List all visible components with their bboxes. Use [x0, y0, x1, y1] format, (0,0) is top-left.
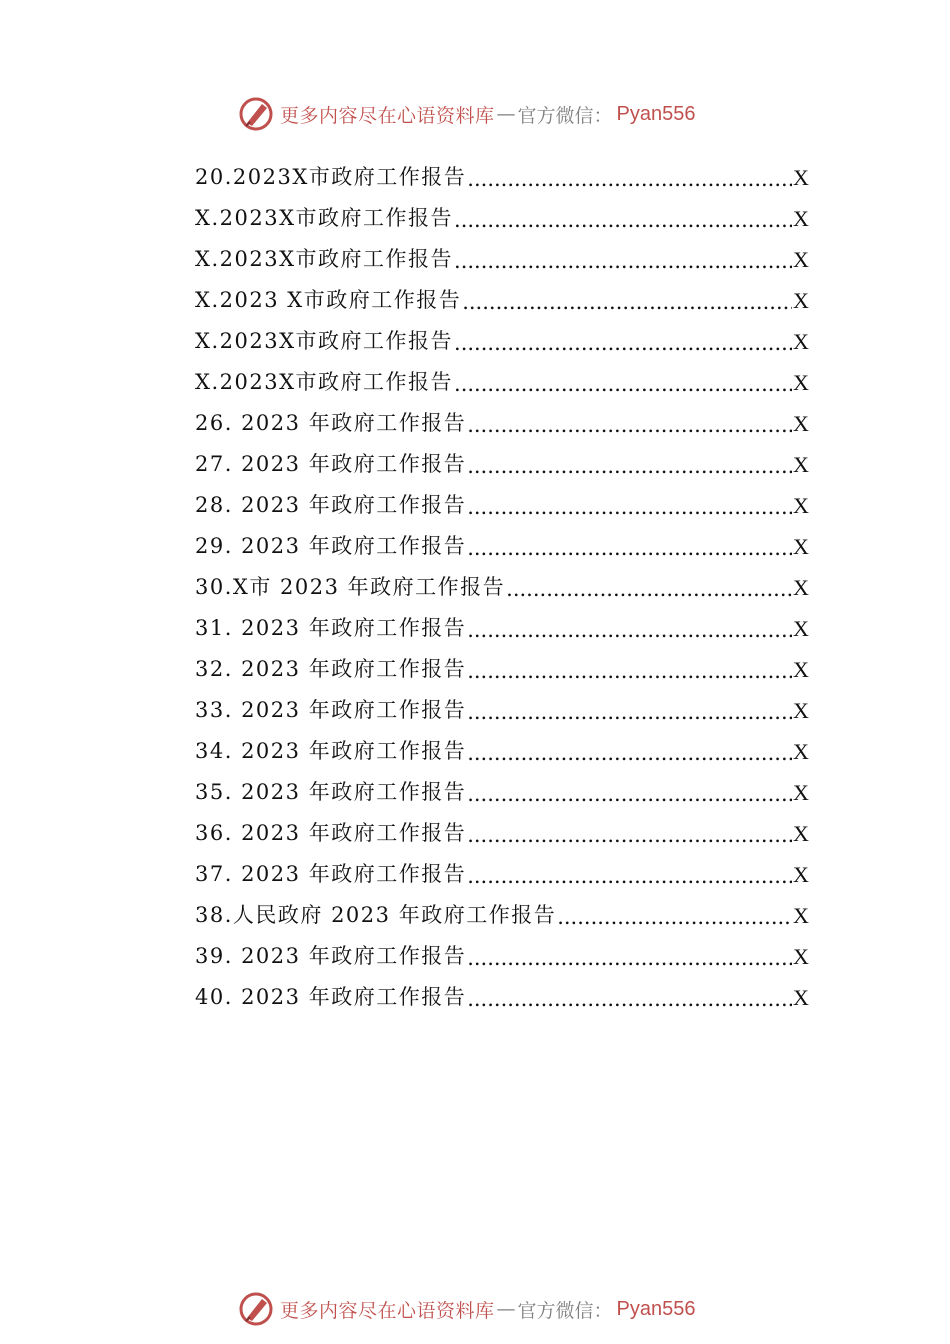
toc-leader-dots: [462, 290, 792, 314]
toc-leader-dots: [467, 987, 792, 1011]
toc-entry-title: 34. 2023 年政府工作报告: [195, 739, 467, 763]
banner-dash: —: [496, 1298, 516, 1320]
toc-page-number: X: [793, 698, 809, 723]
toc-entry[interactable]: [195, 888, 807, 929]
toc-entry-title: 30.X市 2023 年政府工作报告: [195, 575, 506, 599]
toc-entry-title: 26. 2023 年政府工作报告: [195, 411, 467, 435]
toc-leader-dots: [467, 536, 792, 560]
toc-entry[interactable]: [195, 191, 807, 232]
wechat-id: Pyan556: [616, 102, 696, 125]
toc-leader-dots: [467, 782, 792, 806]
toc-entry[interactable]: [195, 765, 807, 806]
banner-text: 更多内容尽在心语资料库: [280, 1299, 495, 1322]
toc-page-number: X: [793, 329, 809, 354]
toc-entry-title: 20.2023X市政府工作报告: [195, 165, 467, 189]
toc-leader-dots: [467, 167, 792, 191]
toc-page-number: X: [793, 288, 809, 313]
toc-page-number: X: [793, 575, 809, 600]
toc-entry[interactable]: [195, 150, 807, 191]
toc-leader-dots: [467, 700, 792, 724]
toc-leader-dots: [467, 495, 792, 519]
toc-page-number: X: [793, 452, 809, 477]
toc-entry[interactable]: [195, 355, 807, 396]
toc-page-number: X: [793, 821, 809, 846]
toc-entry[interactable]: [195, 314, 807, 355]
toc-leader-dots: [467, 454, 792, 478]
toc-entry[interactable]: [195, 970, 807, 1011]
toc-leader-dots: [557, 905, 792, 929]
pen-seal-icon: [238, 1291, 274, 1327]
toc-entry[interactable]: [195, 396, 807, 437]
toc-entry-title: 35. 2023 年政府工作报告: [195, 780, 467, 804]
toc-entry[interactable]: [195, 642, 807, 683]
toc-entry-title: 37. 2023 年政府工作报告: [195, 862, 467, 886]
toc-entry-title: X.2023 X市政府工作报告: [195, 288, 462, 312]
toc-entry-title: 28. 2023 年政府工作报告: [195, 493, 467, 517]
toc-entry-title: 29. 2023 年政府工作报告: [195, 534, 467, 558]
toc-entry[interactable]: [195, 683, 807, 724]
toc-page-number: X: [793, 165, 809, 190]
toc-page-number: X: [793, 903, 809, 928]
wechat-label: 官方微信：: [517, 1299, 613, 1322]
toc-entry[interactable]: [195, 232, 807, 273]
toc-entry[interactable]: [195, 806, 807, 847]
toc-page-number: X: [793, 493, 809, 518]
toc-entry-title: 33. 2023 年政府工作报告: [195, 698, 467, 722]
toc-entry[interactable]: [195, 560, 807, 601]
toc-page-number: X: [793, 206, 809, 231]
banner-dash: —: [496, 103, 516, 125]
toc-page-number: X: [793, 616, 809, 641]
toc-page-number: X: [793, 370, 809, 395]
toc-leader-dots: [506, 577, 792, 601]
toc-leader-dots: [454, 331, 792, 355]
toc-leader-dots: [454, 372, 792, 396]
toc-entry-title: X.2023X市政府工作报告: [195, 329, 454, 353]
toc-leader-dots: [467, 864, 792, 888]
toc-entry-title: 38.人民政府 2023 年政府工作报告: [195, 903, 557, 927]
toc-entry[interactable]: [195, 847, 807, 888]
toc-leader-dots: [467, 659, 792, 683]
toc-entry-title: 27. 2023 年政府工作报告: [195, 452, 467, 476]
toc-entry-title: X.2023X市政府工作报告: [195, 206, 454, 230]
toc-leader-dots: [467, 946, 792, 970]
wechat-id: Pyan556: [616, 1297, 696, 1320]
table-of-contents: [195, 150, 807, 1011]
footer-banner: [238, 1291, 696, 1327]
toc-entry[interactable]: [195, 519, 807, 560]
toc-entry[interactable]: [195, 724, 807, 765]
toc-page-number: X: [793, 985, 809, 1010]
toc-page-number: X: [793, 411, 809, 436]
toc-entry[interactable]: [195, 601, 807, 642]
pen-seal-icon: [238, 96, 274, 132]
header-banner: [238, 96, 696, 132]
toc-leader-dots: [467, 741, 792, 765]
toc-leader-dots: [454, 208, 792, 232]
toc-leader-dots: [467, 618, 792, 642]
toc-page-number: X: [793, 657, 809, 682]
toc-page-number: X: [793, 534, 809, 559]
toc-entry[interactable]: [195, 929, 807, 970]
toc-entry-title: 36. 2023 年政府工作报告: [195, 821, 467, 845]
toc-page-number: X: [793, 944, 809, 969]
toc-entry[interactable]: [195, 437, 807, 478]
toc-entry-title: 31. 2023 年政府工作报告: [195, 616, 467, 640]
toc-entry-title: X.2023X市政府工作报告: [195, 247, 454, 271]
toc-entry[interactable]: [195, 273, 807, 314]
toc-leader-dots: [467, 413, 792, 437]
banner-text: 更多内容尽在心语资料库: [280, 104, 495, 127]
toc-entry-title: 32. 2023 年政府工作报告: [195, 657, 467, 681]
wechat-label: 官方微信：: [517, 104, 613, 127]
toc-leader-dots: [467, 823, 792, 847]
toc-entry-title: 40. 2023 年政府工作报告: [195, 985, 467, 1009]
toc-page-number: X: [793, 780, 809, 805]
toc-entry[interactable]: [195, 478, 807, 519]
toc-leader-dots: [454, 249, 792, 273]
toc-page-number: X: [793, 247, 809, 272]
toc-page-number: X: [793, 862, 809, 887]
toc-page-number: X: [793, 739, 809, 764]
toc-entry-title: 39. 2023 年政府工作报告: [195, 944, 467, 968]
toc-entry-title: X.2023X市政府工作报告: [195, 370, 454, 394]
